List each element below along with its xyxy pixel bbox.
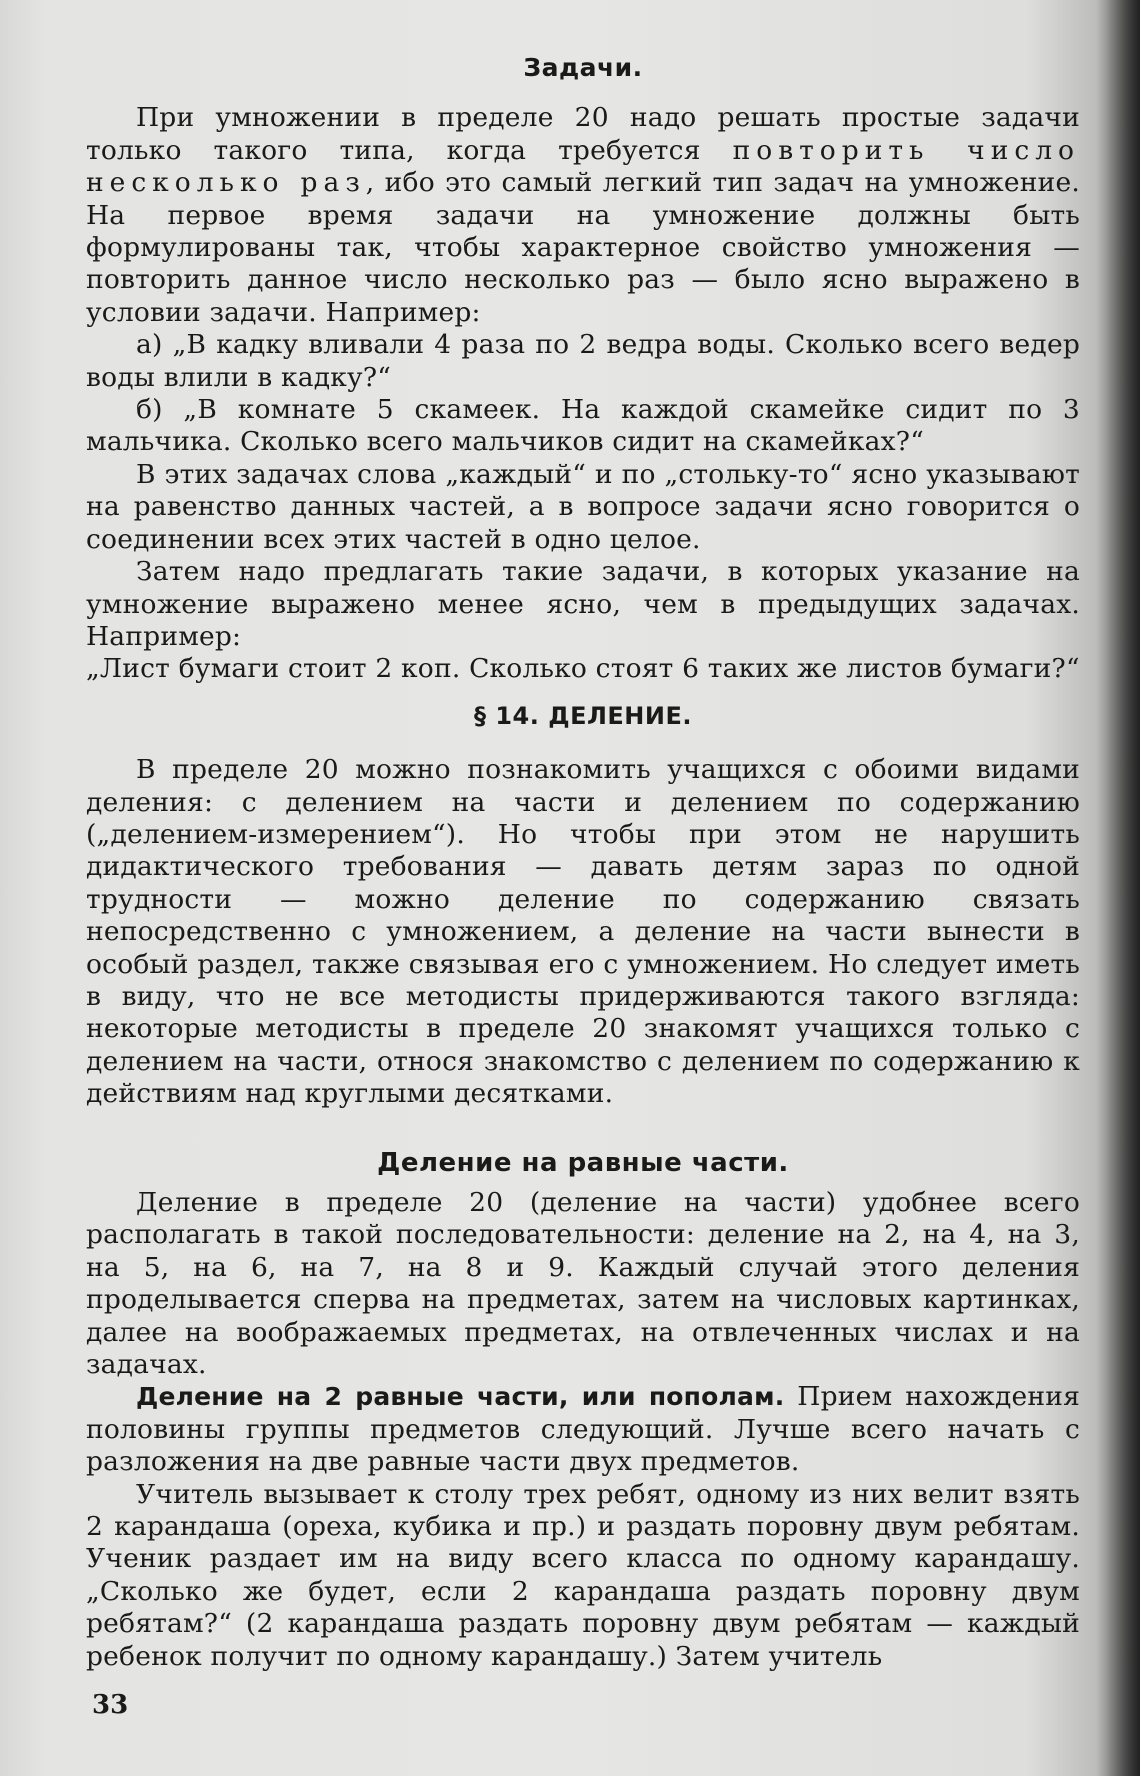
paragraph-7: В пределе 20 можно познакомить учащихся с обоими видами деления: с делением на части и делением по содержанию („делением-измерением“). Но чтобы при этом не нарушить дидактического требования — давать детям зараз по одной трудности — можно деление по содержанию связать непосредственно с умножением, а деление на части вынести в особый раздел, также связывая его с умножением. Но следует иметь в виду, что не все методисты придерживаются такого взгляда: некоторые методисты в пределе 20 знакомят учащихся только с делением на части, относя знакомство с делением по содержанию к действиям над круглыми десятками. [86,754,1080,1110]
page-number: 33 [92,1690,129,1720]
section-heading: § 14. ДЕЛЕНИЕ. [473,701,692,730]
paragraph-9-lead: Деление на 2 равные части, или пополам. [136,1382,785,1412]
page-edge-shadow [1096,0,1140,1776]
paragraph-5: Затем надо предлагать такие задачи, в которых указание на умножение выражено менее ясно, чем в предыдущих задачах. Например: [86,556,1080,652]
paragraph-10: Учитель вызывает к столу трех ребят, одному из них велит взять 2 карандаша (ореха, кубика и пр.) и раздать поровну двум ребятам. Ученик раздает им на виду всего класса по одному карандашу. „Сколько же будет, если 2 карандаша раздать поровну двум ребятам?“ (2 карандаша раздать поровну двум ребятам — каждый ребенок получит по одному карандашу.) Затем учитель [86,1478,1080,1672]
paragraph-4: В этих задачах слова „каждый“ и по „стольку-то“ ясно указывают на равенство данных частей, а в вопросе задачи ясно говорится о соединении всех этих частей в одно целое. [86,458,1080,555]
heading-tasks: Задачи. [523,53,643,82]
paragraph-1-start: При умножении в пределе 20 надо решать простые задачи только такого типа, когда требуется [86,102,1080,166]
paragraph-9-rest: Прием нахождения половины группы предметов следующий. Лучше всего начать с разложения на две равные части двух предметов. [86,1381,1080,1478]
paragraph-1 [86,102,1080,329]
paragraph-8: Деление в пределе 20 (деление на части) удобнее всего располагать в такой последовательности: деление на 2, на 4, на 3, на 5, на 6, на 7, на 8 и 9. Каждый случай этого деления проделывается сперва на предметах, затем на числовых картинках, далее на воображаемых предметах, на отвлеченных числах и на задачах. [86,1187,1080,1381]
example-b: б) „В комнате 5 скамеек. На каждой скамейке сидит по 3 мальчика. Сколько всего мальчиков сидит на скамейках?“ [86,394,1080,458]
spaced-emphasis: повторить число несколько раз [86,134,1080,199]
example-paper: „Лист бумаги стоит 2 коп. Сколько стоят 6 таких же листов бумаги?“ [86,653,1080,685]
subheading-equal-parts: Деление на равные части. [377,1147,789,1178]
paragraph-9 [86,1381,1080,1478]
example-a: а) „В кадку вливали 4 раза по 2 ведра воды. Сколько всего ведер воды влили в кадку?“ [86,329,1080,393]
paragraph-1-end: , ибо это самый легкий тип задач на умножение. На первое время задачи на умножение должны быть формулированы так, чтобы характерное свойство умножения — повторить данное число несколько раз — было ясно выражено в условии задачи. Например: [86,167,1080,328]
page-content [86,48,1080,1673]
